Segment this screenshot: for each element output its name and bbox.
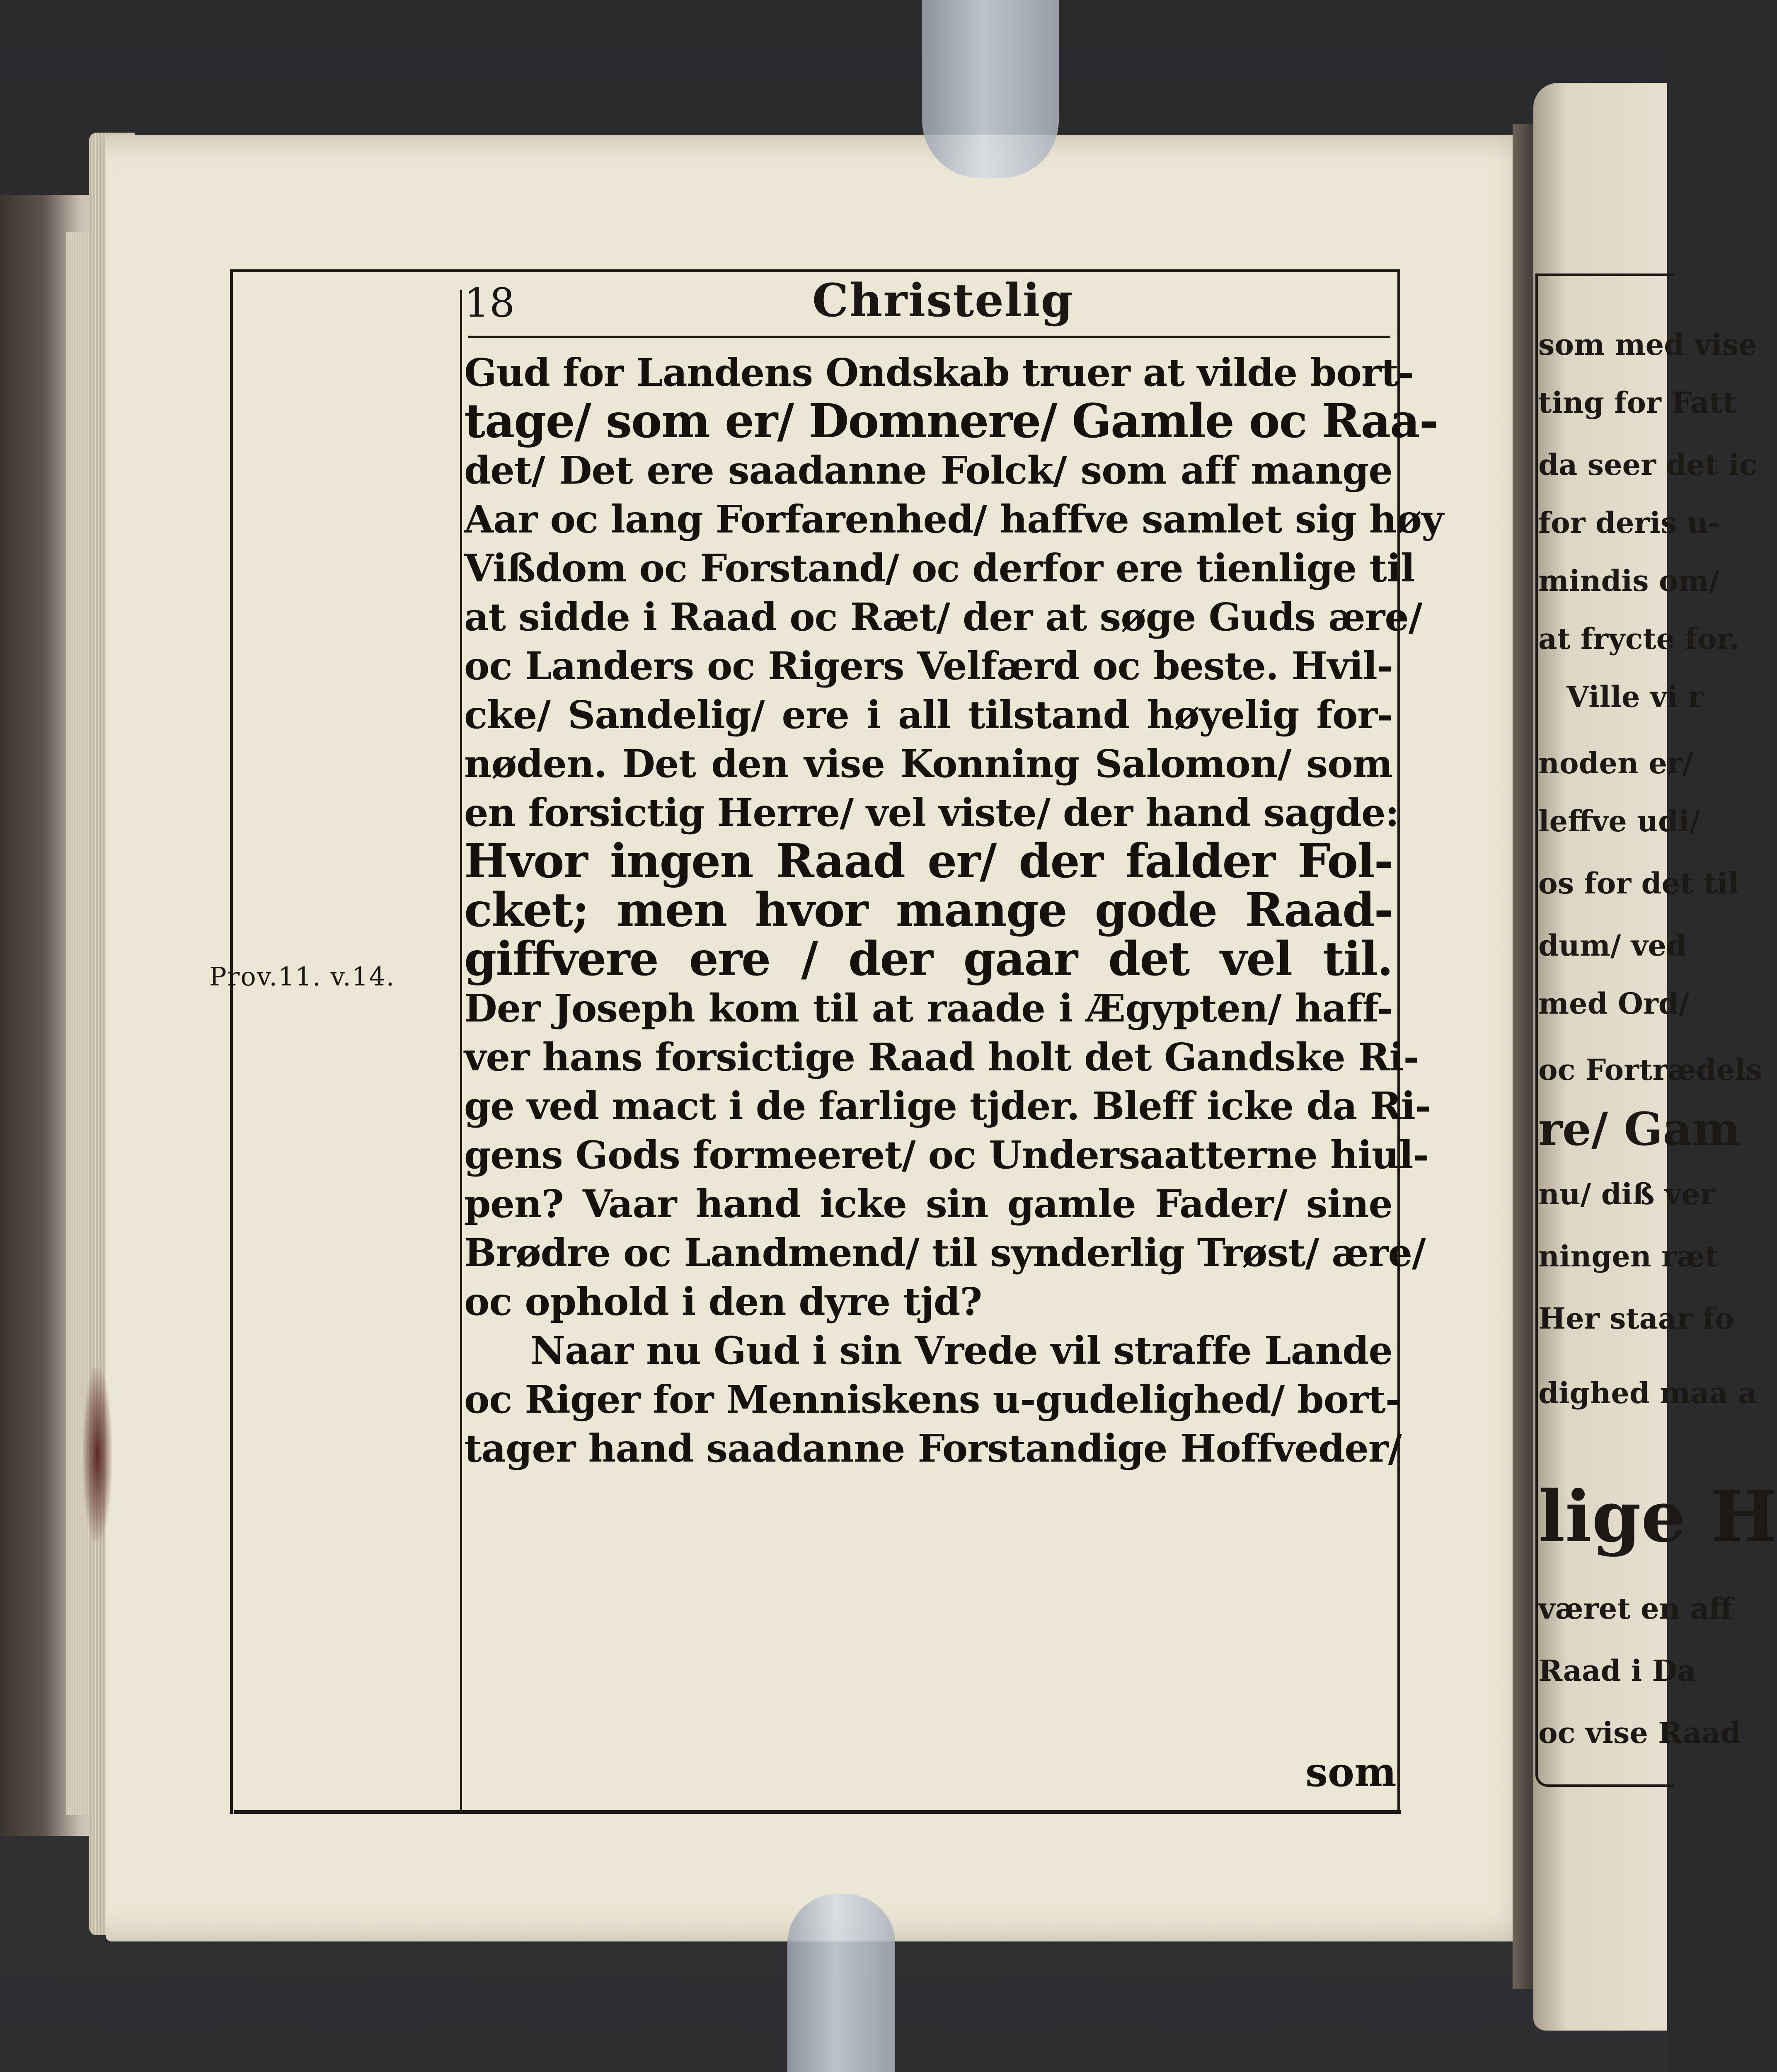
text-line: cket; men hvor mange gode Raad- xyxy=(464,883,1392,937)
page-clip-bottom xyxy=(787,1894,895,2072)
text-line: nøden. Det den vise Konning Salomon/ som xyxy=(464,741,1392,786)
text-line: at sidde i Raad oc Ræt/ der at søge Guds ære/ xyxy=(464,595,1422,639)
right-page-line: leffve udi/ xyxy=(1538,804,1700,838)
text-line: oc ophold i den dyre tjd? xyxy=(464,1279,982,1324)
text-line: oc Landers oc Rigers Velfærd oc beste. Hvil- xyxy=(464,644,1392,688)
text-line: tage/ som er/ Domnere/ Gamle oc Raa- xyxy=(464,394,1438,448)
body-text xyxy=(464,348,1443,1473)
text-line: cke/ Sandelig/ ere i all tilstand høyelig for- xyxy=(464,692,1392,737)
page-number: 18 xyxy=(464,280,515,326)
right-page-line: været en aff xyxy=(1538,1591,1733,1626)
right-page-line: at frycte for. xyxy=(1538,622,1740,656)
right-page-line: mindis om/ xyxy=(1538,564,1720,598)
catchword: som xyxy=(1305,1749,1397,1796)
right-page-frame xyxy=(1535,274,1675,1787)
running-head: Christelig xyxy=(812,274,1074,327)
text-line: Vißdom oc Forstand/ oc derfor ere tienlige til xyxy=(464,546,1415,591)
text-line: Naar nu Gud i sin Vrede vil straffe Lande xyxy=(530,1328,1392,1373)
right-page-line: for deris u- xyxy=(1538,506,1720,540)
text-line: tager hand saadanne Forstandige Hoffveder/ xyxy=(464,1426,1402,1471)
right-page-line: Ville vi r xyxy=(1566,680,1704,714)
text-line: gens Gods formeeret/ oc Undersaatterne hiul- xyxy=(464,1133,1428,1177)
right-page-line: ningen ræt xyxy=(1538,1239,1719,1273)
right-page-line: oc Fortrædels xyxy=(1538,1053,1762,1087)
right-page-heading: lige H xyxy=(1538,1475,1777,1558)
right-page-line: nu/ diß ver xyxy=(1538,1177,1715,1211)
page-clip-top xyxy=(922,0,1059,178)
right-page-line: med Ord/ xyxy=(1538,986,1690,1021)
text-line: ver hans forsictige Raad holt det Gandske Ri- xyxy=(464,1035,1419,1080)
margin-divider-rule xyxy=(460,290,462,1811)
margin-note: Prov.11. v.14. xyxy=(209,961,395,992)
header-rule xyxy=(468,336,1390,338)
right-page-line: os for det til xyxy=(1538,866,1739,900)
text-line: pen? Vaar hand icke sin gamle Fader/ sine xyxy=(464,1181,1392,1226)
right-page-line: ting for Fatt xyxy=(1538,385,1736,420)
bottom-rule xyxy=(234,1810,1401,1814)
right-page-line: Raad i Da xyxy=(1538,1653,1696,1688)
text-line: oc Riger for Menniskens u-gudelighed/ bort- xyxy=(464,1377,1401,1422)
right-page-line: da seer det ic xyxy=(1538,448,1757,482)
right-page-line: Her staar fo xyxy=(1538,1301,1734,1336)
text-line: det/ Det ere saadanne Folck/ som aff mange xyxy=(464,448,1392,493)
right-page-line: re/ Gam xyxy=(1538,1102,1741,1156)
text-line: Der Joseph kom til at raade i Ægypten/ haff- xyxy=(464,986,1392,1031)
right-page-line: dighed maa a xyxy=(1538,1376,1757,1410)
stain-mark xyxy=(83,1368,112,1542)
right-page-line: noden er/ xyxy=(1538,746,1693,780)
right-page-line: dum/ ved xyxy=(1538,928,1687,963)
text-line: en forsictig Herre/ vel viste/ der hand sagde: xyxy=(464,790,1399,835)
text-line: ge ved mact i de farlige tjder. Bleff icke da Ri- xyxy=(464,1084,1431,1128)
text-line: Gud for Landens Ondskab truer at vilde bort- xyxy=(464,350,1414,395)
text-line: Brødre oc Landmend/ til synderlig Trøst/ ære/ xyxy=(464,1230,1426,1275)
right-page-line: oc vise Raad xyxy=(1538,1716,1741,1750)
text-line: Aar oc lang Forfarenhed/ haffve samlet sig høy xyxy=(464,497,1443,542)
right-page-line: som med vise xyxy=(1538,327,1757,362)
text-line: Hvor ingen Raad er/ der falder Fol- xyxy=(464,834,1392,888)
text-line: giffvere ere / der gaar det vel til. xyxy=(464,932,1392,986)
